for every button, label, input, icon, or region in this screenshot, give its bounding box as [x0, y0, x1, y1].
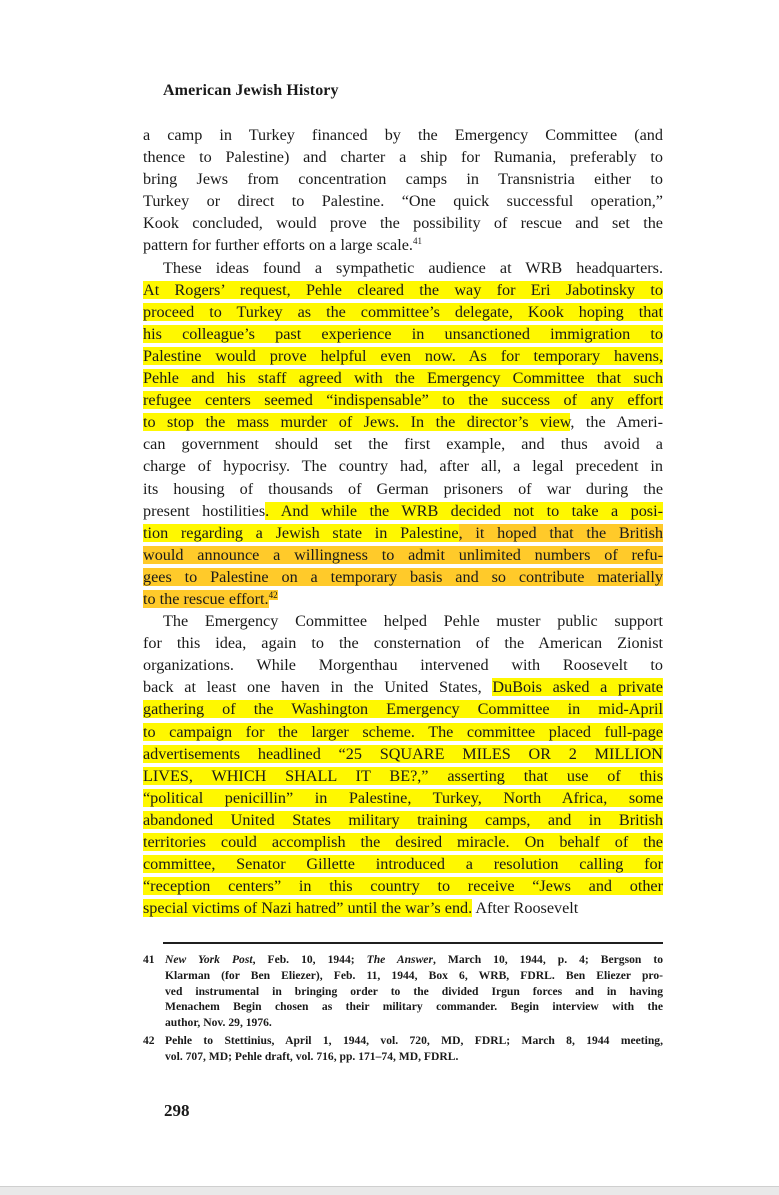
- text-run: . And while the WRB decided not to take a posi-: [265, 501, 663, 520]
- text-run: to the rescue effort.: [143, 589, 269, 608]
- footnote-42: [143, 1033, 663, 1065]
- text-line: [143, 588, 663, 610]
- text-line: [143, 301, 663, 323]
- text-line: [143, 367, 663, 389]
- footnote-line: [165, 1049, 663, 1065]
- text-line: [143, 345, 663, 367]
- text-run: territories could accomplish the desired miracle. On behalf of the: [143, 833, 663, 851]
- text-line: [143, 610, 663, 632]
- note-text: , March 10, 1944, p. 4; Bergson to: [432, 953, 664, 966]
- text-line: [143, 743, 663, 765]
- footnote-number: 42: [143, 1033, 155, 1047]
- text-run: to stop the mass murder of Jews. In the director’s view: [143, 413, 571, 432]
- text-run: Kook concluded, would prove the possibility of rescue and set the: [143, 214, 663, 233]
- text-line: [143, 544, 663, 566]
- note-text: Klarman (for Ben Eliezer), Feb. 11, 1944, Box 6, WRB, FDRL. Ben Eliezer pro-: [165, 968, 663, 982]
- text-run: abandoned United States military training camps, and in British: [143, 810, 663, 829]
- text-line: [143, 809, 663, 831]
- text-run: advertisements headlined “25 SQUARE MILES OR 2 MILLION: [143, 744, 663, 763]
- text-run: present hostilities: [143, 501, 266, 520]
- text-line: [143, 389, 663, 411]
- text-line: [143, 234, 663, 256]
- body-text: [143, 124, 663, 919]
- note-text: author, Nov. 29, 1976.: [165, 1016, 272, 1030]
- text-run: After Roosevelt: [472, 899, 579, 918]
- footnote-line: [165, 968, 663, 984]
- footnote-number: 41: [143, 953, 155, 966]
- footnotes: [143, 952, 663, 1065]
- text-line: [143, 124, 663, 146]
- text-run: special victims of Nazi hatred” until the war’s end.: [143, 899, 473, 918]
- text-run: The Emergency Committee helped Pehle muster public support: [163, 612, 663, 631]
- text-run: refugee centers seemed “indispensable” to the success of any effort: [143, 391, 663, 410]
- text-run: At Rogers’ request, Pehle cleared the way for Eri Jabotinsky to: [143, 280, 663, 299]
- text-run: back at least one haven in the United States,: [143, 678, 493, 697]
- text-line: [143, 146, 663, 168]
- text-line: [143, 853, 663, 875]
- text-run: his colleague’s past experience in unsanctioned immigration to: [143, 324, 663, 343]
- note-text: , Feb. 10, 1944;: [252, 953, 367, 966]
- text-line: [143, 765, 663, 787]
- text-run: Palestine would prove helpful even now. As for temporary havens,: [143, 346, 663, 365]
- footnote-line: [165, 952, 663, 968]
- text-run: gees to Palestine on a temporary basis and so contribute materially: [143, 567, 663, 586]
- text-run: LIVES, WHICH SHALL IT BE?,” asserting that use of this: [143, 766, 663, 785]
- text-run: “reception centers” in this country to receive “Jews and other: [143, 877, 663, 896]
- note-text: The Answer: [366, 953, 433, 966]
- footnote-ref: 41: [412, 236, 422, 247]
- footnote-line: [165, 999, 663, 1015]
- text-run: Pehle and his staff agreed with the Emergency Committee that such: [143, 369, 663, 388]
- footnote-rule: [163, 942, 663, 944]
- text-run: “political penicillin” in Palestine, Turkey, North Africa, some: [143, 788, 663, 807]
- note-text: New York Post: [165, 953, 253, 966]
- text-line: [143, 168, 663, 190]
- text-line: [143, 455, 663, 477]
- page-number: 298: [164, 1101, 190, 1120]
- text-line: [143, 433, 663, 455]
- text-run: committee, Senator Gillette introduced a resolution calling for: [143, 855, 663, 874]
- text-run: DuBois asked a private: [492, 678, 663, 697]
- text-line: [143, 897, 663, 919]
- text-run: for this idea, again to the consternation of the American Zionist: [143, 634, 663, 653]
- text-line: [143, 212, 663, 234]
- text-run: gathering of the Washington Emergency Committee in mid-April: [143, 700, 663, 719]
- text-run: charge of hypocrisy. The country had, after all, a legal precedent in: [143, 457, 663, 476]
- footnote-text: [165, 952, 663, 1031]
- text-run: its housing of thousands of German prisoners of war during the: [143, 479, 663, 498]
- text-run: proceed to Turkey as the committee’s delegate, Kook hoping that: [143, 302, 663, 321]
- text-line: [143, 875, 663, 897]
- text-line: [143, 190, 663, 212]
- footnote-ref: 42: [268, 589, 278, 600]
- note-text: Pehle to Stettinius, April 1, 1944, vol. 720, MD, FDRL; March 8, 1944 meeting,: [165, 1033, 663, 1047]
- text-line: [143, 632, 663, 654]
- text-run: , the Ameri-: [570, 413, 663, 432]
- text-run: a camp in Turkey financed by the Emergency Committee (and: [143, 126, 663, 144]
- text-run: These ideas found a sympathetic audience at WRB headquarters.: [163, 258, 663, 277]
- text-line: [143, 787, 663, 809]
- text-line: [143, 698, 663, 720]
- footnote-text: [165, 1033, 663, 1065]
- text-run: thence to Palestine) and charter a ship for Rumania, preferably to: [143, 148, 663, 167]
- footnote-line: [165, 1033, 663, 1049]
- text-line: [143, 721, 663, 743]
- text-line: [143, 654, 663, 676]
- text-line: [143, 257, 663, 279]
- text-run: organizations. While Morgenthau intervened with Roosevelt to: [143, 656, 663, 675]
- note-text: vol. 707, MD; Pehle draft, vol. 716, pp. 171–74, MD, FDRL.: [165, 1049, 459, 1063]
- note-text: Menachem Begin chosen as their military commander. Begin interview with the: [165, 1000, 663, 1014]
- text-line: [143, 279, 663, 301]
- text-run: would announce a willingness to admit unlimited numbers of refu-: [143, 545, 663, 564]
- footnote-41: [143, 952, 663, 1031]
- text-line: [143, 522, 663, 544]
- text-line: [143, 566, 663, 588]
- text-run: Turkey or direct to Palestine. “One quick successful operation,”: [143, 192, 663, 211]
- text-line: [143, 500, 663, 522]
- running-head: American Jewish History: [163, 82, 339, 99]
- text-line: [143, 676, 663, 698]
- footnote-line: [165, 1015, 663, 1031]
- text-line: [143, 831, 663, 853]
- footnote-line: [165, 984, 663, 1000]
- text-run: , it hoped that the British: [458, 523, 663, 542]
- text-run: tion regarding a Jewish state in Palestine: [143, 523, 459, 542]
- text-run: pattern for further efforts on a large scale.: [143, 236, 413, 255]
- text-run: can government should set the first example, and thus avoid a: [143, 435, 663, 454]
- text-line: [143, 478, 663, 500]
- text-run: to campaign for the larger scheme. The committee placed full-page: [143, 722, 663, 741]
- text-run: bring Jews from concentration camps in Transnistria either to: [143, 170, 663, 189]
- text-line: [143, 411, 663, 433]
- text-line: [143, 323, 663, 345]
- note-text: ved instrumental in bringing order to the divided Irgun forces and in having: [165, 984, 663, 998]
